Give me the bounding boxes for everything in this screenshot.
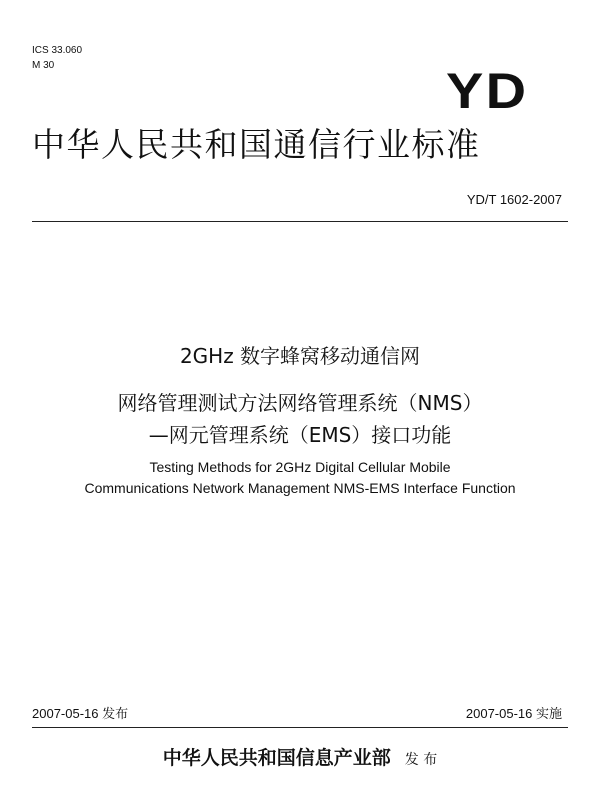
document-title-line-1: 2GHz 数字蜂窝移动通信网 [179,344,421,368]
ccs-code: M 30 [32,60,55,71]
standard-category-title: 中华人民共和国通信行业标准 [32,125,481,164]
release-label: 发 布 [404,752,438,768]
english-title-line-1: Testing Methods for 2GHz Digital Cellular Mobile [149,459,451,475]
issuer-block [0,745,600,773]
english-title-line-2: Communications Network Management NMS-EMS Interface Function [84,480,516,496]
issuer-name: 中华人民共和国信息产业部 [162,747,391,769]
document-title-line-2: 网络管理测试方法网络管理系统（NMS） [117,391,483,415]
issue-date: 2007-05-16 发布 [32,706,129,721]
bottom-divider [32,727,568,728]
implementation-date: 2007-05-16 实施 [465,706,562,721]
yd-logo: YD [446,63,529,119]
standard-number: YD/T 1602-2007 [466,192,562,207]
document-title-line-3: —网元管理系统（EMS）接口功能 [148,423,452,447]
ics-code: ICS 33.060 [32,45,83,56]
top-divider [32,221,568,222]
